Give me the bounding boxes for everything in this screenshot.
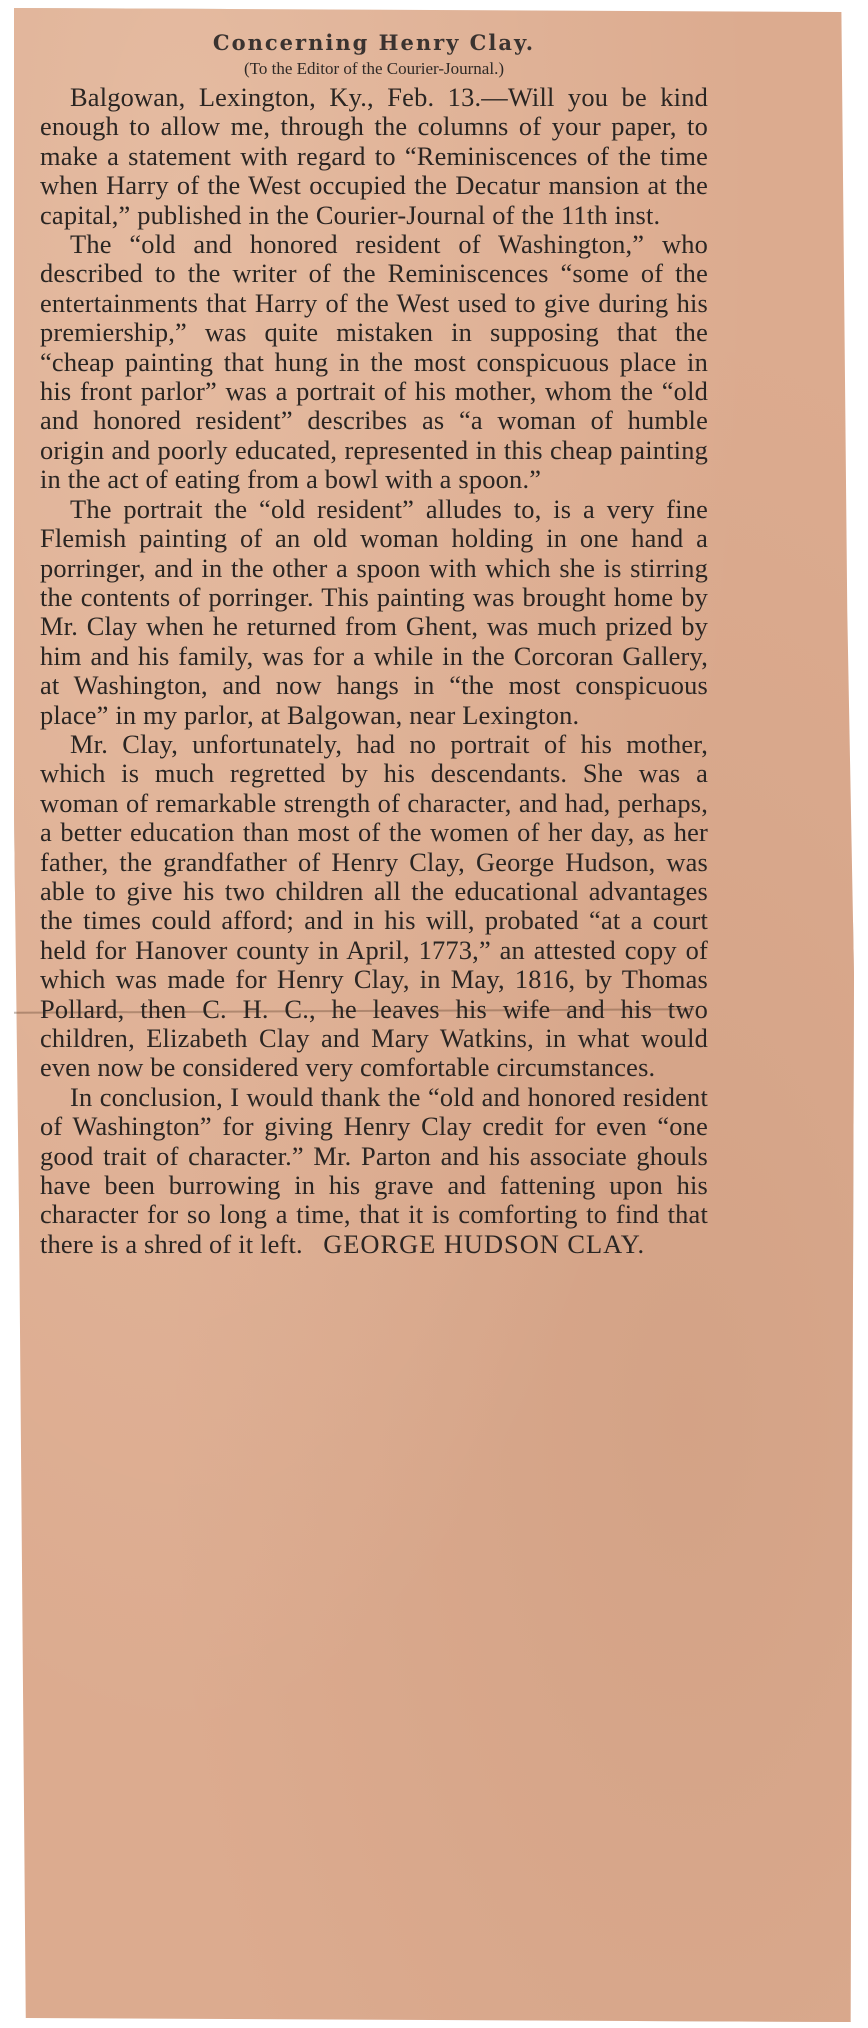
article-headline: Concerning Henry Clay. <box>212 30 536 55</box>
article-paragraph: Balgowan, Lexington, Ky., Feb. 13.—Will you be kind enough to allow me, through the columns of your paper, to make a statement with regard to “Reminiscences of the time when Harry of the West occupied the Decatur mansion at the capital,” published in the Courier-Journal of the 11th inst. <box>40 82 708 230</box>
article-column <box>40 20 708 1259</box>
closing-paragraph <box>40 1083 708 1259</box>
article-subhead: (To the Editor of the Courier-Journal.) <box>243 59 504 78</box>
closing-text: In conclusion, I would thank the “old and honored resident of Washington” for giving Henry Clay credit for even “one good trait of character.” Mr. Parton and his associate ghouls have been burrowing in his grave and fattening upon his character for so long a time, that it is comforting to find that there is a shred of it left. <box>40 1081 708 1259</box>
author-signature: GEORGE HUDSON CLAY. <box>323 1228 646 1259</box>
article-paragraph: The portrait the “old resident” alludes to, is a very fine Flemish painting of an old woman holding in one hand a porringer, and in the other a spoon with which she is stirring the contents of porringer. This painting was brought home by Mr. Clay when he returned from Ghent, was much prized by him and his family, was for a while in the Corcoran Gallery, at Washington, and now hangs in “the most conspicuous place” in my parlor, at Balgowan, near Lexington. <box>40 493 708 730</box>
article-paragraph: The “old and honored resident of Washington,” who described to the writer of the Reminiscences “some of the entertainments that Harry of the West used to give during his premiership,” was quite mistaken in supposing that the “cheap painting that hung in the most conspicuous place in his front parlor” was a portrait of his mother, whom the “old and honored resident” describes as “a woman of humble origin and poorly educated, represented in this cheap painting in the act of eating from a bowl with a spoon.” <box>40 229 708 495</box>
article-paragraph: Mr. Clay, unfortunately, had no portrait of his mother, which is much regretted by his descendants. She was a woman of remarkable strength of character, and had, perhaps, a better education than most of the women of her day, as her father, the grandfather of Henry Clay, George Hudson, was able to give his two children all the educational advantages the times could afford; and in his will, probated “at a court held for Hanover county in April, 1773,” an attested copy of which was made for Henry Clay, in May, 1816, by Thomas Pollard, then C. H. C., he leaves his wife and his two children, Elizabeth Clay and Mary Watkins, in what would even now be considered very comfortable circumstances. <box>40 728 708 1083</box>
